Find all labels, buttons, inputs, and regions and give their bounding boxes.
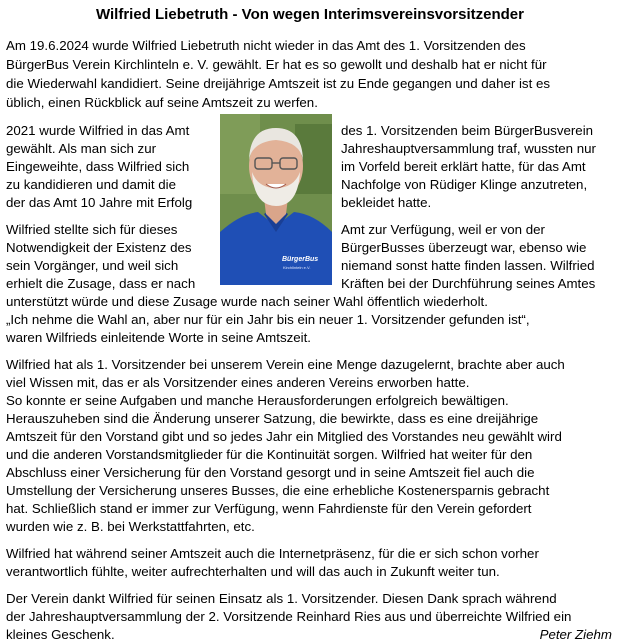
shirt-logo-subtext: Kirchlinteln e.V. (283, 265, 311, 270)
p2-left-line-2: gewählt. Als man sich zur (6, 141, 157, 156)
p6-line-3: kleines Geschenk. (6, 627, 115, 642)
p2-left-line-5: der das Amt 10 Jahre mit Erfolg (6, 195, 193, 210)
p2-right-line-1: des 1. Vorsitzenden beim BürgerBusverein (341, 123, 594, 138)
p3-right-line-2: BürgerBusses überzeugt war, ebenso wie (341, 240, 587, 255)
p3-left-line-4: erhielt die Zusage, dass er nach (6, 276, 196, 291)
p3-right-line-1: Amt zur Verfügung, weil er von der (341, 222, 545, 237)
p2-right-line-2: Jahreshauptversammlung traf, wussten nur (341, 141, 596, 156)
p4-line-5: Amtszeit für den Vorstand gibt und so jedes Jahr ein Mitglied des Vorstandes neu gewählt wird (6, 429, 562, 444)
p3-left-line-2: Notwendigkeit der Existenz des (6, 240, 192, 255)
intro-line-4: üblich, einen Rückblick auf seine Amtszeit zu werfen. (6, 95, 318, 110)
p2-left-line-4: zu kandidieren und damit die (6, 177, 177, 192)
p4-line-9: hat. Schließlich stand er immer zur Verfügung, wenn Fahrdienste für den Verein gefordert (6, 501, 532, 516)
p3-right-line-3: niemand sonst hatte finden lassen. Wilfried (341, 258, 595, 273)
article-title: Wilfried Liebetruth - Von wegen Interimsvereinsvorsitzender (95, 6, 524, 23)
p3-left-line-3: sein Vorgänger, und weil sich (6, 258, 179, 273)
p2-right-line-4: Nachfolge von Rüdiger Klinge anzutreten, (341, 177, 588, 192)
p5-line-1: Wilfried hat während seiner Amtszeit auch die Internetpräsenz, für die er sich schon vorher (6, 546, 539, 561)
p3-full-line-3: waren Wilfrieds einleitende Worte in seine Amtszeit. (6, 330, 311, 345)
intro-line-2: BürgerBus Verein Kirchlinteln e. V. gewählt. Er hat es so gewollt und deshalb hat er nicht für (6, 57, 547, 72)
author-signature: Peter Ziehm (539, 627, 612, 642)
p4-line-3: So konnte er seine Aufgaben und manche Herausforderungen erfolgreich bewältigen. (6, 393, 509, 408)
p2-left-line-3: Eingeweihte, dass Wilfried sich (6, 159, 190, 174)
p4-line-6: und die anderen Vorstandsmitglieder für die Kontinuität sorgen. Wilfried hat weiter für den (6, 447, 533, 462)
portrait-photo (220, 114, 332, 285)
shirt-logo: BürgerBus (282, 256, 319, 263)
p4-line-7: Abschluss einer Versicherung für den Vorstand gesorgt und in seine Amtszeit fiel auch die (6, 465, 535, 480)
p5-line-2: verantwortlich fühlte, weiter aufrechterhalten und will das auch in Zukunft weiter tun. (6, 564, 500, 579)
intro-line-3: die Wiederwahl kandidiert. Seine dreijährige Amtszeit ist zu Ende gegangen und daher ist es (6, 76, 551, 91)
p2-right-line-3: im Vorfeld bereit erklärt hatte, für das Amt (341, 159, 586, 174)
p2-left-line-1: 2021 wurde Wilfried in das Amt (6, 123, 190, 138)
p2-right-line-5: bekleidet hatte. (341, 195, 432, 210)
p6-line-1: Der Verein dankt Wilfried für seinen Einsatz als 1. Vorsitzender. Diesen Dank sprach während (6, 591, 557, 606)
p3-full-line-1: unterstützt würde und diese Zusage wurde nach seiner Wahl öffentlich wiederholt. (6, 294, 488, 309)
p6-line-2: der Jahreshauptversammlung der 2. Vorsitzende Reinhard Ries aus und überreichte Wilfried ein (6, 609, 572, 624)
p3-left-line-1: Wilfried stellte sich für dieses (6, 222, 178, 237)
intro-line-1: Am 19.6.2024 wurde Wilfried Liebetruth nicht wieder in das Amt des 1. Vorsitzenden des (6, 38, 526, 53)
p4-line-2: viel Wissen mit, das er als Vorsitzender eines anderen Vereins erworben hatte. (6, 375, 470, 390)
p4-line-4: Herauszuheben sind die Änderung unserer Satzung, die bewirkte, dass es eine dreijährige (6, 411, 539, 426)
p4-line-10: wurden wie z. B. bei Werkstattfahrten, etc. (6, 519, 255, 534)
p3-right-line-4: Kräften bei der Durchführung seines Amtes (341, 276, 596, 291)
p4-line-1: Wilfried hat als 1. Vorsitzender bei unserem Verein eine Menge dazugelernt, brachte aber auch (6, 357, 565, 372)
p4-line-8: Umstellung der Versicherung unseres Busses, die eine erhebliche Kostenersparnis gebracht (6, 483, 550, 498)
p3-full-line-2: „Ich nehme die Wahl an, aber nur für ein Jahr bis ein neuer 1. Vorsitzender gefunden ist“, (6, 312, 530, 327)
